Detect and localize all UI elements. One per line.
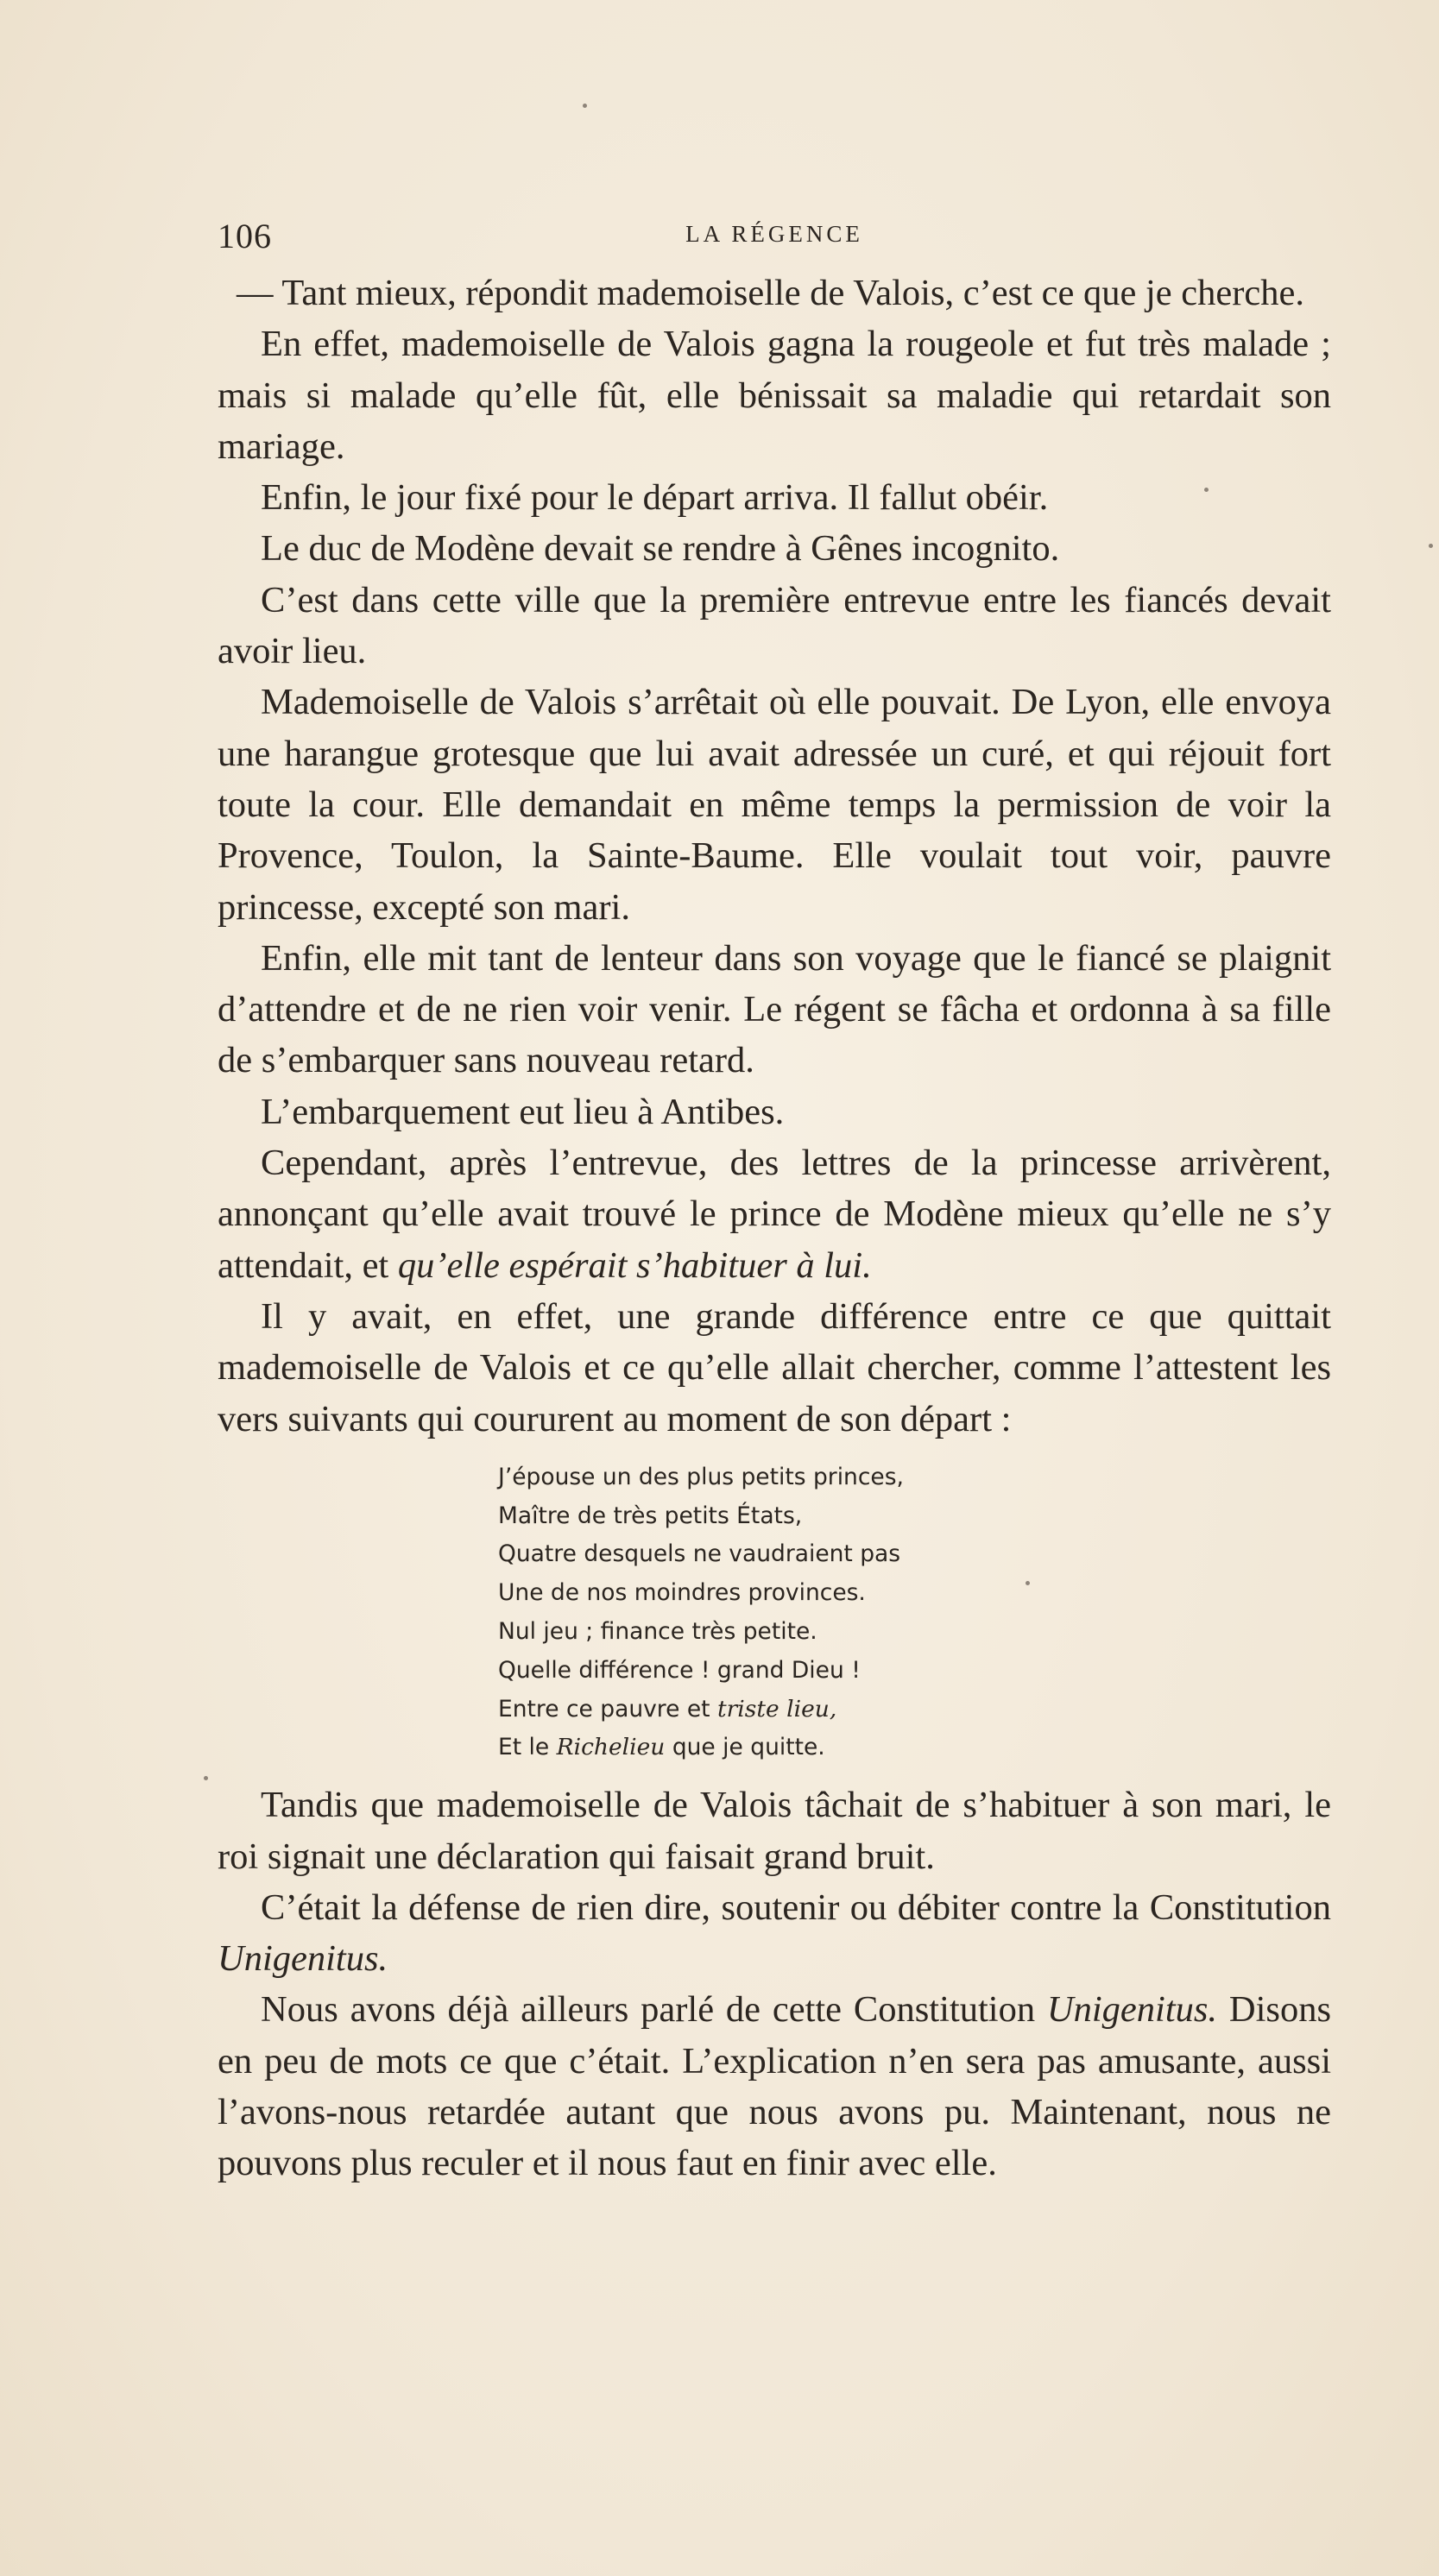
paragraph	[218, 1137, 1331, 1291]
paragraph: L’embarquement eut lieu à Antibes.	[261, 1091, 785, 1132]
verse-line: Quelle différence ! grand Dieu !	[498, 1656, 861, 1684]
running-title: LA RÉGENCE	[685, 221, 863, 247]
paragraph-text: C’était la défense de rien dire, soutenir ou débiter contre la Constitution	[261, 1886, 1331, 1928]
paper-speck	[1204, 488, 1209, 492]
verse-line: Une de nos moindres provinces.	[498, 1579, 866, 1607]
verse-line: Nul jeu ; finance très petite.	[498, 1618, 817, 1646]
paragraph: Tandis que mademoiselle de Valois tâchait de s’habituer à son mari, le roi signait une déclaration qui faisait grand bruit.	[218, 1785, 1331, 1877]
paragraph: C’est dans cette ville que la première entrevue entre les fiancés devait avoir lieu.	[218, 579, 1331, 672]
verse-line	[498, 1729, 1331, 1767]
paragraph	[218, 1984, 1331, 2189]
paper-speck	[1026, 1581, 1030, 1585]
verse-block	[498, 1458, 1331, 1767]
book-page	[218, 207, 1331, 2189]
paragraph: En effet, mademoiselle de Valois gagna la rougeole et fut très malade ; mais si malade qu’elle fût, elle bénissait sa maladie qui retardait son mariage.	[218, 324, 1331, 467]
verse-line	[498, 1691, 1331, 1729]
paragraph: Enfin, le jour fixé pour le départ arriva. Il fallut obéir.	[261, 477, 1049, 519]
paragraph: — Tant mieux, répondit mademoiselle de Valois, c’est ce que je cherche.	[237, 273, 1304, 313]
paragraph: Mademoiselle de Valois s’arrêtait où elle pouvait. De Lyon, elle envoya une harangue grotesque que lui avait adressée un curé, et qui réjouit fort toute la cour. Elle demandait en même temps la permission de voir la Provence, Toulon, la Sainte-Baume. Elle voulait tout voir, pauvre princesse, excepté son mari.	[218, 682, 1331, 928]
verse-italic: Richelieu	[556, 1734, 666, 1761]
paragraph-text: Disons en peu de mots ce que c’était. L’explication n’en sera pas amusante, aussi l’avons-nous retardée autant que nous avons pu. Maintenant, nous ne pouvons plus reculer et il nous faut en finir avec elle.	[218, 1989, 1331, 2184]
verse-text: que je quitte.	[665, 1734, 825, 1761]
italic-term: Unigenitus.	[1046, 1989, 1218, 2031]
verse-text: Entre ce pauvre et	[498, 1695, 717, 1723]
paper-speck	[204, 1776, 208, 1780]
paragraph: Le duc de Modène devait se rendre à Gênes incognito.	[261, 528, 1060, 570]
paper-speck	[583, 104, 587, 108]
paragraph-text: Cependant, après l’entrevue, des lettres de la princesse arrivèrent, annonçant qu’elle avait trouvé le prince de Modène mieux qu’elle ne s’y attendait, et	[218, 1143, 1331, 1286]
verse-line: Maître de très petits États,	[498, 1502, 803, 1529]
italic-quote: qu’elle espérait s’habituer à lui.	[397, 1244, 872, 1286]
page-number: 106	[218, 217, 272, 255]
paragraph: Enfin, elle mit tant de lenteur dans son voyage que le fiancé se plaignit d’attendre et de ne rien voir venir. Le régent se fâcha et ordonna à sa fille de s’embarquer sans nouveau retard.	[218, 937, 1331, 1081]
paragraph: Il y avait, en effet, une grande différence entre ce que quittait mademoiselle de Valois et ce qu’elle allait chercher, comme l’attestent les vers suivants qui coururent au moment de son départ :	[218, 1295, 1331, 1439]
paragraph	[218, 1882, 1331, 1985]
body-text	[218, 268, 1331, 2189]
italic-term: Unigenitus.	[218, 1938, 388, 1980]
paragraph-text: Nous avons déjà ailleurs parlé de cette Constitution	[261, 1989, 1047, 2031]
verse-line: Quatre desquels ne vaudraient pas	[498, 1540, 901, 1568]
paper-speck	[1429, 544, 1433, 548]
verse-italic: triste lieu,	[716, 1695, 837, 1723]
verse-line: J’épouse un des plus petits princes,	[498, 1463, 904, 1490]
page-header	[218, 207, 1331, 268]
verse-text: Et le	[498, 1734, 557, 1761]
